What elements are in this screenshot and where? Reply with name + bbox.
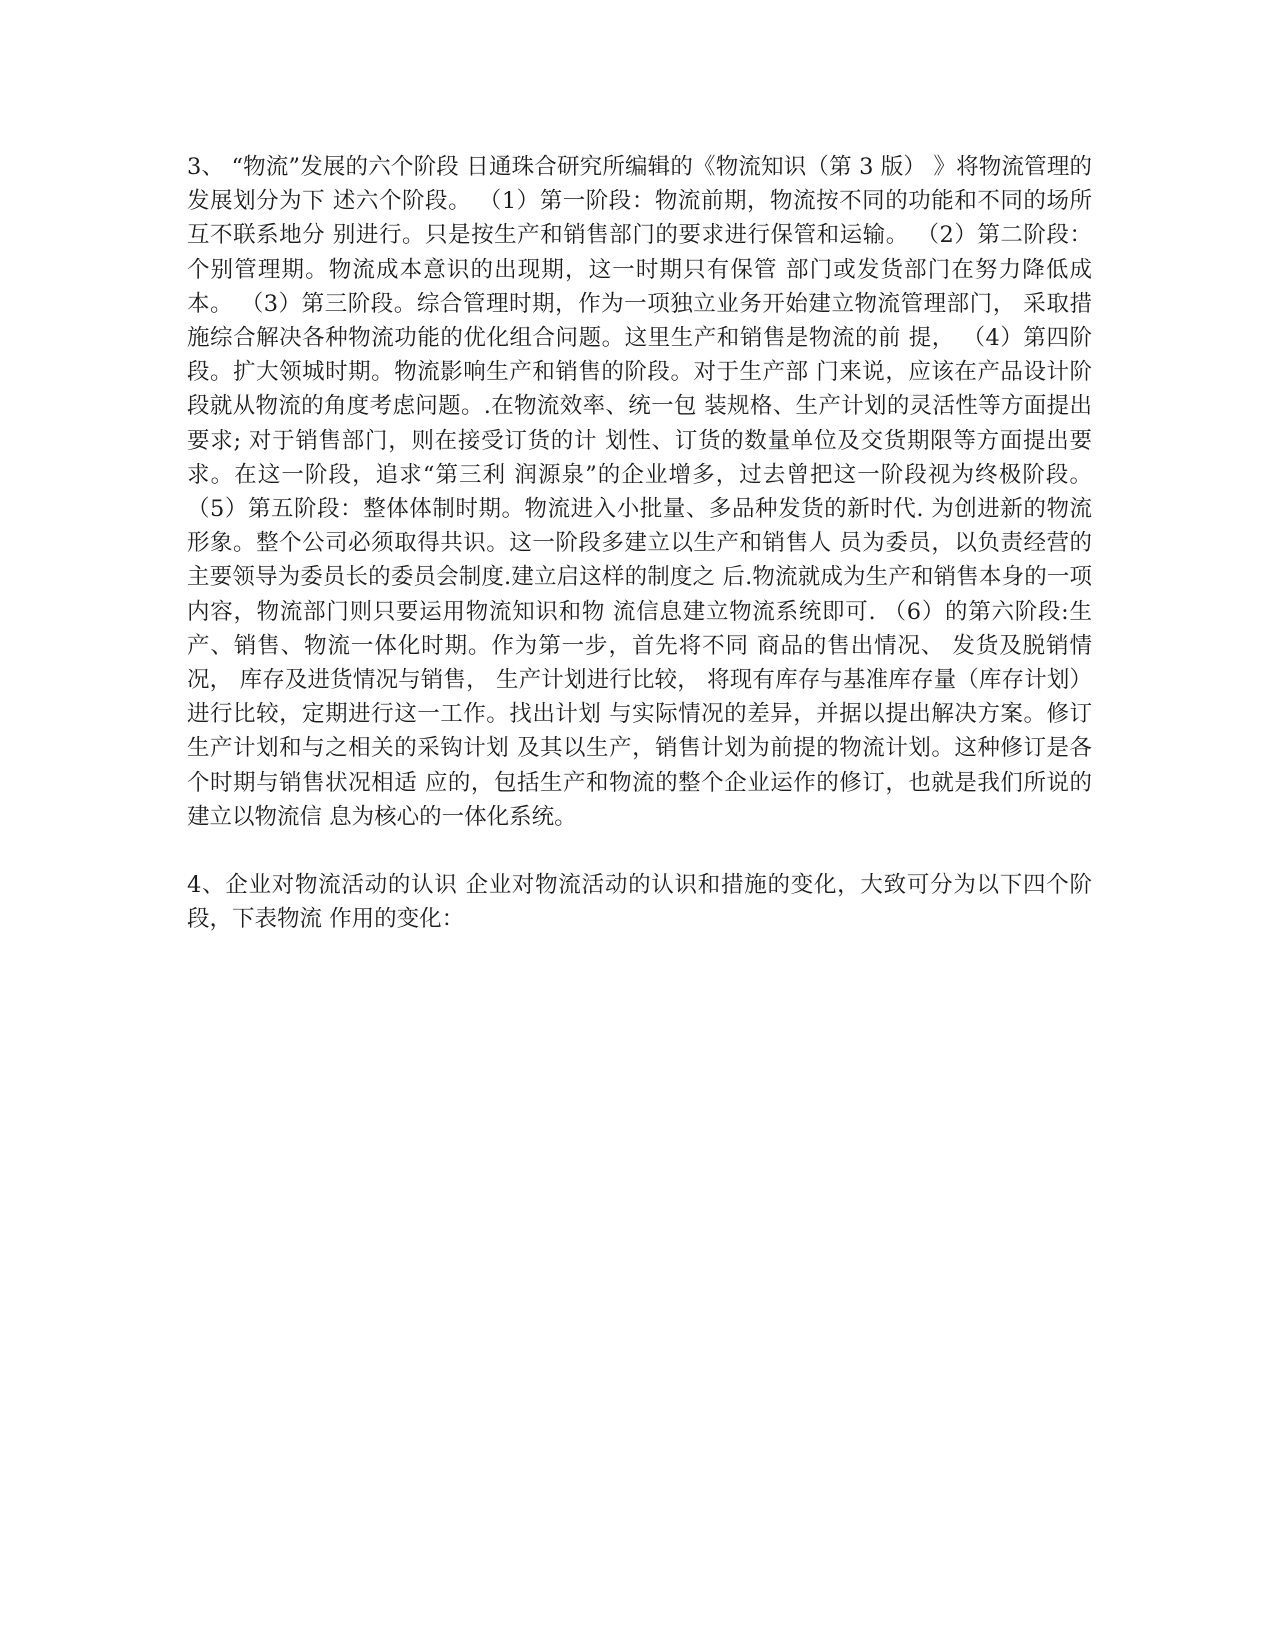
document-body: [187, 150, 1092, 936]
paragraph-enterprise-recognition: 4、企业对物流活动的认识 企业对物流活动的认识和措施的变化，大致可分为以下四个阶段，下表物流 作用的变化：: [187, 872, 1092, 933]
paragraph-logistics-six-stages: 3、 “物流”发展的六个阶段 日通珠合研究所编辑的《物流知识（第 3 版） 》将物流管理的发展划分为下 述六个阶段。 （1）第一阶段：物流前期，物流按不同的功能和不同的场所互不联系地分 别进行。只是按生产和销售部门的要求进行保管和运输。 （2）第二阶段：个别管理期。物流成本意识的出现期，这一时期只有保管 部门或发货部门在努力降低成本。 （3）第三阶段。综合管理时期，作为一项独立业务开始建立物流管理部门， 采取措施综合解决各种物流功能的优化组合问题。这里生产和销售是物流的前 提， （4）第四阶段。扩大领城时期。物流影响生产和销售的阶段。对于生产部 门来说，应该在产品设计阶段就从物流的角度考虑问题。.在物流效率、统一包 装规格、生产计划的灵活性等方面提出要求; 对于销售部门，则在接受订货的计 划性、订货的数量单位及交货期限等方面提出要求。在这一阶段，追求“第三利 润源泉”的企业增多，过去曾把这一阶段视为终极阶段。 （5）第五阶段：整体体制时期。物流进入小批量、多品种发货的新时代. 为创进新的物流形象。整个公司必须取得共识。这一阶段多建立以生产和销售人 员为委员，以负责经营的主要领导为委员长的委员会制度.建立启这样的制度之 后.物流就成为生产和销售本身的一项内容，物流部门则只要运用物流知识和物 流信息建立物流系统即可. （6）的第六阶段:生产、销售、物流一体化时期。作为第一步，首先将不同 商品的售出情况、 发货及脱销情况， 库存及进货情况与销售， 生产计划进行比较， 将现有库存与基准库存量（库存计划）进行比较，定期进行这一工作。找出计划 与实际情况的差异，并据以提出解决方案。修订生产计划和与之相关的采钩计划 及其以生产，销售计划为前提的物流计划。这种修订是各个时期与销售状况相适 应的，包括生产和物流的整个企业运作的修订，也就是我们所说的建立以物流信 息为核心的一体化系统。: [187, 154, 1092, 830]
paragraph-spacer: [187, 834, 1092, 868]
